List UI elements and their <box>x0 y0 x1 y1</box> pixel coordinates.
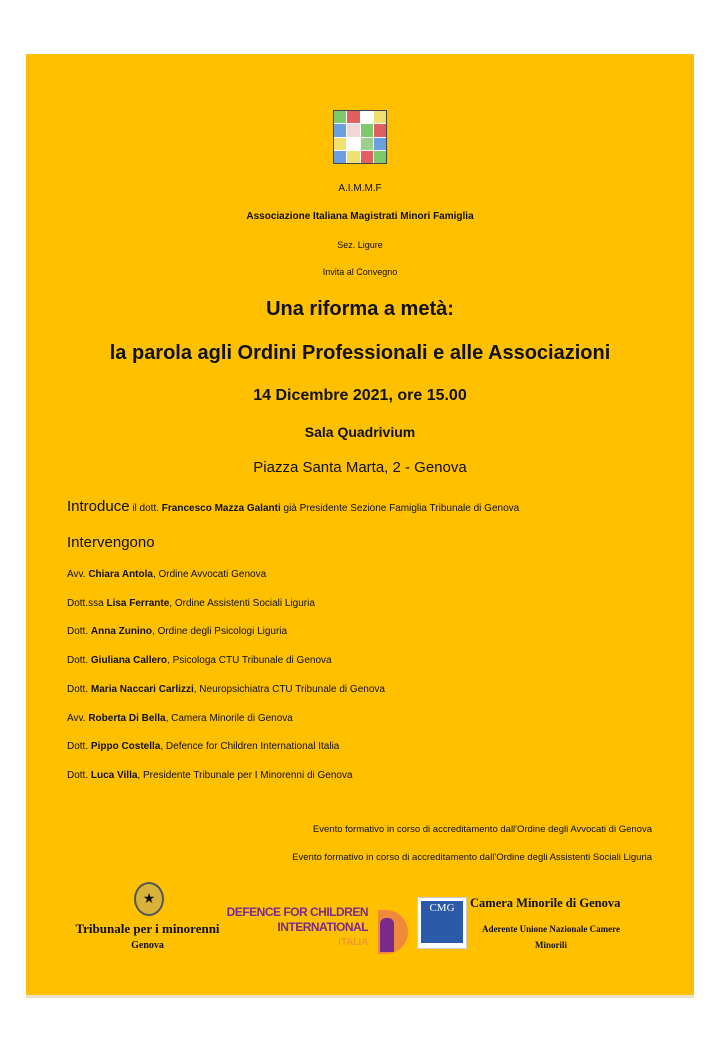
speaker-title: Dott. <box>67 683 89 695</box>
section: Sez. Ligure <box>337 240 383 250</box>
speaker-role: , Presidente Tribunale per I Minorenni di Genova <box>137 769 353 781</box>
dci-line2: INTERNATIONAL <box>277 920 368 934</box>
speaker-name: Lisa Ferrante <box>106 597 170 609</box>
speaker-role: , Ordine Assistenti Sociali Liguria <box>169 597 315 609</box>
tribunale-city: Genova <box>131 940 164 951</box>
intro-prefix: il dott. <box>132 503 160 514</box>
speaker-role: , Camera Minorile di Genova <box>165 712 293 724</box>
speaker-item <box>67 712 293 725</box>
event-address: Piazza Santa Marta, 2 - Genova <box>253 459 467 476</box>
speaker-title: Dott. <box>67 626 89 638</box>
introduction <box>67 497 519 517</box>
speaker-name: Chiara Antola <box>88 569 153 580</box>
event-date: 14 Dicembre 2021, ore 15.00 <box>253 387 467 404</box>
accreditation-note: Evento formativo in corso di accreditamento dall'Ordine degli Avvocati di Genova <box>312 824 652 835</box>
tribunale-logo: ★ <box>134 882 164 916</box>
speaker-item <box>67 740 339 753</box>
speaker-name: Giuliana Callero <box>90 655 168 667</box>
camera-logo-text: CMG <box>421 901 463 943</box>
intro-name: Francesco Mazza Galanti <box>161 503 281 514</box>
event-venue: Sala Quadrivium <box>304 424 416 440</box>
speaker-title: Dott. <box>67 769 89 781</box>
speaker-item <box>67 769 353 782</box>
speaker-role: , Psicologa CTU Tribunale di Genova <box>167 655 332 667</box>
speaker-role: , Neuropsichiatra CTU Tribunale di Genova <box>193 683 385 695</box>
association-name: Associazione Italiana Magistrati Minori Famiglia <box>246 211 474 222</box>
speaker-name: Pippo Costella <box>90 741 161 753</box>
dci-logo <box>226 905 412 958</box>
speaker-role: , Ordine degli Psicologi Liguria <box>152 626 288 638</box>
speaker-item <box>67 597 315 610</box>
speaker-item <box>67 654 332 667</box>
speaker-name: Luca Villa <box>90 769 138 781</box>
intro-role: già Presidente Sezione Famiglia Tribunale di Genova <box>283 503 520 514</box>
tribunale-name: Tribunale per i minorenni <box>75 921 220 936</box>
camera-name: Camera Minorile di Genova <box>470 896 621 910</box>
camera-minorile-logo <box>417 897 467 949</box>
speaker-title: Avv. <box>67 712 86 724</box>
aimmf-logo <box>333 110 387 164</box>
dci-line3: ITALIA <box>338 937 368 948</box>
speaker-role: , Defence for Children International Italia <box>160 741 340 753</box>
speaker-name: Roberta Di Bella <box>88 712 166 724</box>
dci-line1: DEFENCE FOR CHILDREN <box>226 905 368 919</box>
speakers-heading: Intervengono <box>67 534 155 551</box>
speaker-title: Dott. <box>67 655 89 667</box>
invite: Invita al Convegno <box>322 267 398 277</box>
camera-affiliation: Aderente Unione Nazionale Camere <box>482 924 620 934</box>
speaker-name: Maria Naccari Carlizzi <box>90 683 194 695</box>
speaker-title: Dott.ssa <box>67 597 104 609</box>
acronym: A.I.M.M.F <box>338 183 382 194</box>
speaker-title: Dott. <box>67 741 89 753</box>
intro-label: Introduce <box>67 498 130 515</box>
event-title: Una riforma a metà: <box>266 298 454 320</box>
camera-affiliation-2: Minorili <box>535 940 567 950</box>
speaker-item <box>67 625 287 638</box>
event-subtitle: la parola agli Ordini Professionali e alle Associazioni <box>109 342 611 364</box>
accreditation-note: Evento formativo in corso di accreditamento dall'Ordine degli Assistenti Sociali Liguria <box>292 852 652 863</box>
speaker-role: , Ordine Avvocati Genova <box>152 569 267 580</box>
speaker-title: Avv. <box>67 569 86 580</box>
speaker-name: Anna Zunino <box>90 626 153 638</box>
speaker-item <box>67 683 385 696</box>
speaker-item <box>67 568 266 581</box>
